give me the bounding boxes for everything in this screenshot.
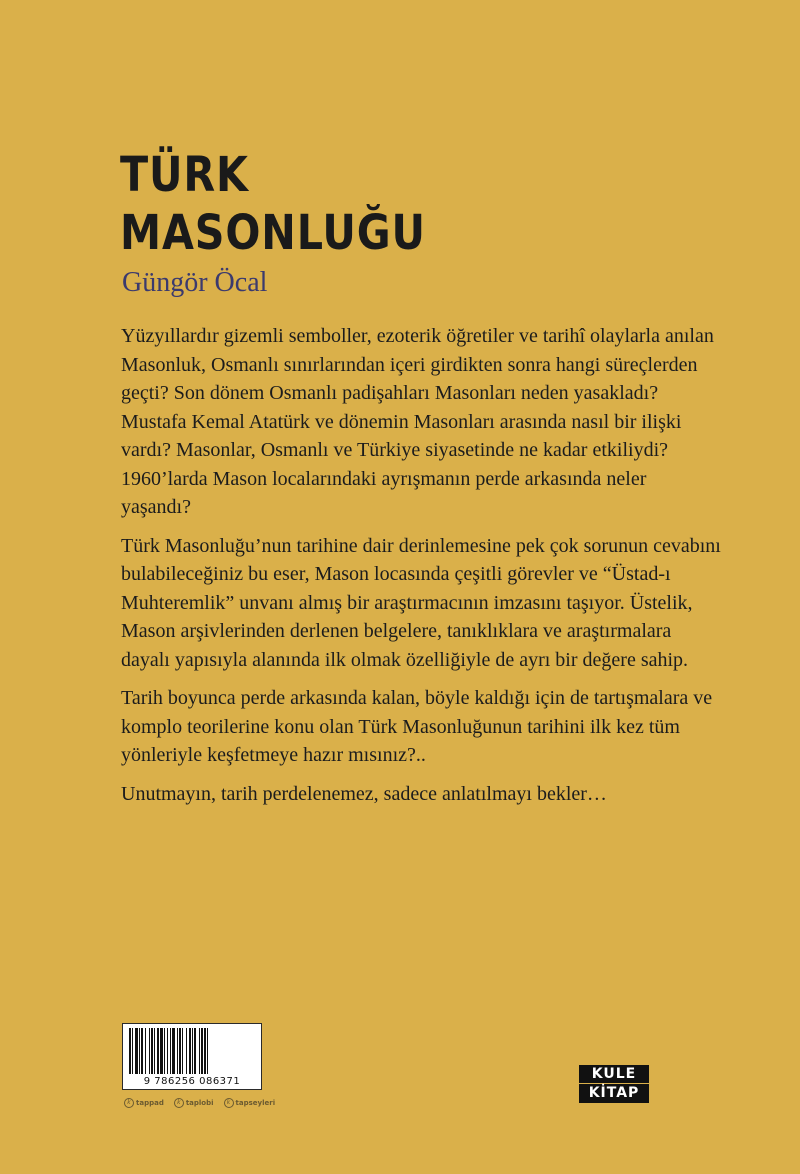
publisher-logo-line1: KULE — [579, 1065, 649, 1084]
retailer-logo — [224, 1098, 276, 1108]
k-circle-icon: k — [124, 1098, 134, 1108]
isbn-barcode — [122, 1023, 262, 1090]
k-circle-icon: k — [174, 1098, 184, 1108]
barcode-icon — [129, 1028, 255, 1074]
retailer-name: tappad — [136, 1099, 164, 1107]
book-title-line2: MASONLUĞU — [120, 205, 426, 261]
author-name: Güngör Öcal — [122, 267, 268, 298]
blurb-paragraph-1: Yüzyıllardır gizemli semboller, ezoterik öğretiler ve tarihî olaylarla anılan Masonluk, Osmanlı sınırlarından içeri girdikten sonra hangi süreçlerden geçti? Son dönem Osmanlı padişahları Masonları neden yasakladı? Mustafa Kemal Atatürk ve dönemin Masonları arasında nasıl bir ilişki vardı? Masonlar, Osmanlı ve Türkiye siyasetinde ne kadar etkiliydi? 1960’larda Mason localarındaki ayrışmanın perde arkasında neler yaşandı? — [121, 325, 714, 518]
retailer-logo — [174, 1098, 214, 1108]
blurb-paragraph-3: Tarih boyunca perde arkasında kalan, böyle kaldığı için de tartışmalara ve komplo teorilerine konu olan Türk Masonluğunun tarihini ilk kez tüm yönleriyle keşfetmeye hazır mısınız?.. — [121, 687, 713, 766]
retailer-name: tapseyleri — [235, 1099, 276, 1107]
blurb-paragraph-4: Unutmayın, tarih perdelenemez, sadece anlatılmayı bekler… — [121, 782, 607, 805]
publisher-logo-line2: KİTAP — [588, 1085, 640, 1101]
blurb-paragraph-2: Türk Masonluğu’nun tarihine dair derinlemesine pek çok sorunun cevabını bulabileceğiniz bu eser, Mason locasında çeşitli görevler ve “Üstad-ı Muhteremlik” unvanı almış bir araştırmacının imzasını taşıyor. Üstelik, Mason arşivlerinden derlenen belgelere, tanıklıklara ve araştırmalara dayalı yapısıyla alanında ilk olmak özelliğiyle de ayrı bir değere sahip. — [121, 534, 721, 671]
isbn-number: 9 786256 086371 — [143, 1076, 241, 1087]
publisher-logo — [579, 1065, 649, 1103]
retailer-logo — [124, 1098, 164, 1108]
back-cover-blurb — [121, 322, 721, 818]
retailer-logos — [124, 1098, 275, 1108]
book-title-line1: TÜRK — [120, 147, 249, 203]
k-circle-icon: k — [224, 1098, 234, 1108]
retailer-name: taplobi — [185, 1099, 214, 1107]
book-title — [120, 146, 426, 262]
